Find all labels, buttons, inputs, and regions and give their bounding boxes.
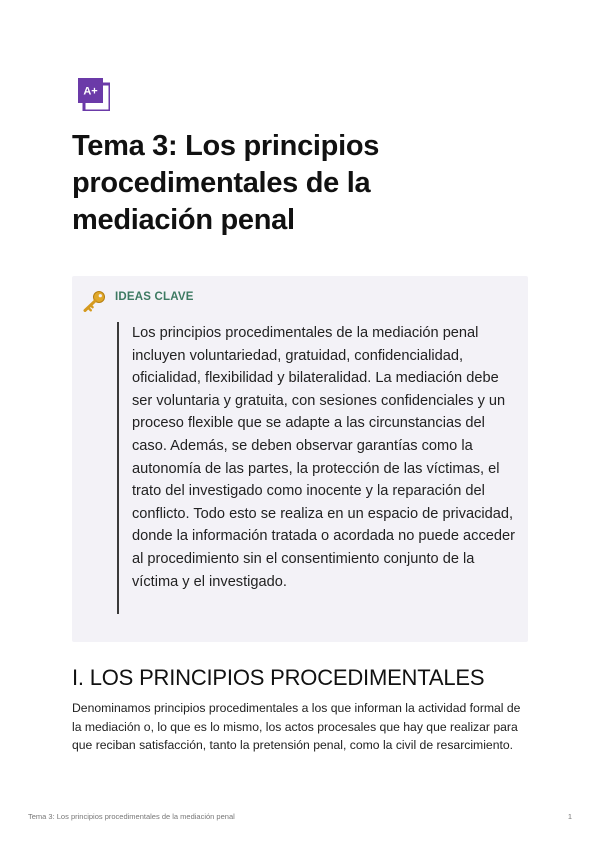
page-number: 1: [567, 812, 572, 821]
footer-title: Tema 3: Los principios procedimentales de la mediación penal: [28, 812, 235, 821]
page-title: Tema 3: Los principios procedimentales de la mediación penal: [72, 130, 380, 236]
key-icon: [82, 290, 106, 312]
document-logo-icon: [78, 78, 110, 111]
callout-quote: [117, 322, 515, 614]
logo-label: A+: [83, 85, 98, 98]
callout-heading: IDEAS CLAVE: [115, 291, 194, 303]
callout-body-text: Los principios procedimentales de la mediación penal incluyen voluntariedad, gratuidad, confidencialidad, oficialidad, flexibilidad y bilateralidad. La mediación debe ser voluntaria y gratuita, con sesiones confidenciales y un proceso flexible que se adapte a las circunstancias del caso. Además, se deben observar garantías como la autonomía de las partes, la protección de las víctimas, el trato del investigado como inocente y la reparación del conflicto. Todo esto se realiza en un espacio de privacidad, donde la información tratada o acordada no puede acceder al procedimiento sin el consentimiento conjunto de la víctima y el investigado.: [132, 325, 515, 590]
key-ideas-callout: [72, 276, 528, 642]
section-paragraph: Denominamos principios procedimentales a los que informan la actividad formal de la mediación o, lo que es lo mismo, los actos procesales que hay que realizar para que reciban satisfacción, tanto la pretensión penal, como la civil de resarcimiento.: [72, 701, 521, 752]
section-heading: I. LOS PRINCIPIOS PROCEDIMENTALES: [72, 665, 485, 690]
